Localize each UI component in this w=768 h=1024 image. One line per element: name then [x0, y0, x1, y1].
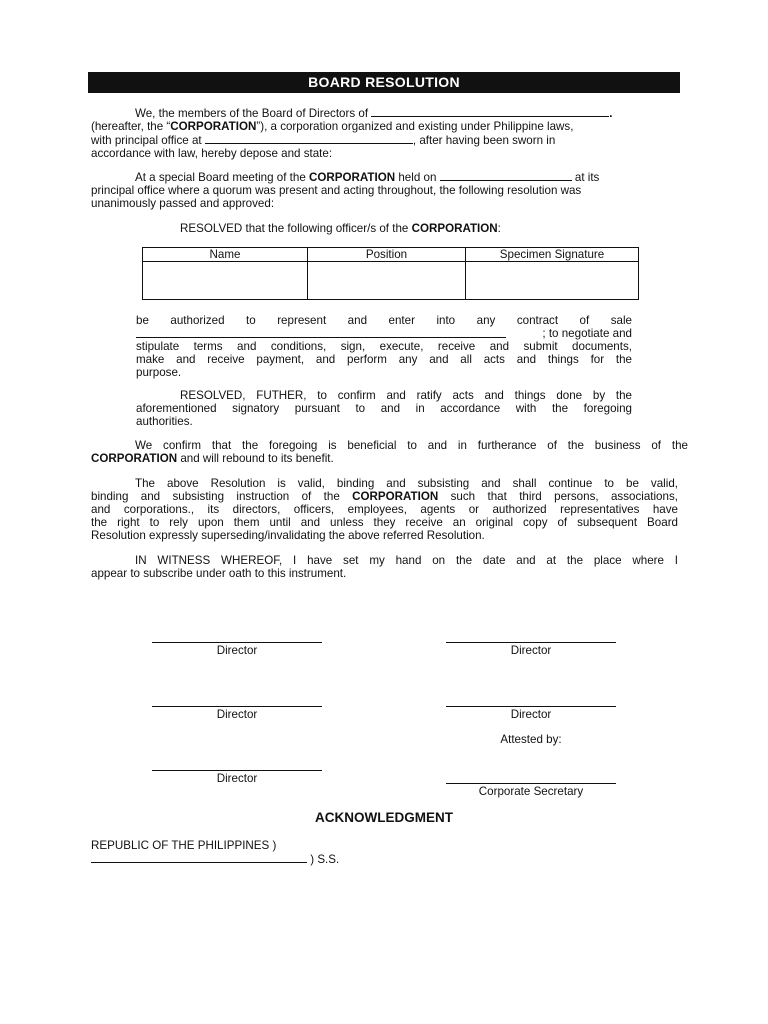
signature-line: [446, 706, 616, 707]
paragraph-ratify: [136, 389, 632, 428]
corporation-label: CORPORATION: [170, 120, 257, 133]
resolved-text-2: :: [497, 222, 501, 235]
authorization-text-3: stipulate terms and conditions, sign, execute, receive and submit documents,: [136, 340, 632, 353]
paragraph-confirm: [91, 439, 688, 465]
director-label: Director: [216, 772, 258, 785]
attested-by-label: Attested by:: [500, 733, 562, 746]
director-signature-1[interactable]: [152, 642, 322, 657]
director-signature-2[interactable]: [446, 642, 616, 657]
paragraph-authorization: [136, 314, 632, 379]
signature-line: [446, 642, 616, 643]
validity-text-5: the right to rely upon them until and unless they receive an original copy of subsequent Board: [91, 516, 678, 529]
intro-text-4: with principal office at: [91, 134, 202, 147]
director-label: Director: [510, 644, 552, 657]
intro-text-1: We, the members of the Board of Directors of: [135, 107, 369, 120]
acknowledgment-ss: ) S.S.: [310, 853, 340, 866]
venue-blank[interactable]: [91, 852, 307, 863]
ratify-text-3: authorities.: [136, 415, 193, 428]
table-header-row: [143, 248, 639, 262]
signature-line: [152, 642, 322, 643]
director-label: Director: [216, 644, 258, 657]
position-cell[interactable]: [308, 262, 466, 300]
principal-office-blank[interactable]: [205, 133, 413, 144]
officers-table: [142, 247, 639, 300]
intro-text-6: accordance with law, hereby depose and state:: [91, 147, 333, 160]
paragraph-witness: [91, 554, 678, 580]
meeting-text-3: at its: [574, 171, 600, 184]
paragraph-validity: [91, 477, 678, 542]
corporate-secretary-signature[interactable]: [446, 783, 616, 798]
corporation-label: CORPORATION: [352, 490, 439, 503]
confirm-text-1: We confirm that the foregoing is beneficial to and in furtherance of the business of the: [135, 439, 688, 452]
intro-text-2: (hereafter, the “: [91, 120, 171, 133]
acknowledgment-title: ACKNOWLEDGMENT: [315, 810, 453, 825]
table-row: [143, 262, 639, 300]
meeting-text-1: At a special Board meeting of the: [135, 171, 306, 184]
meeting-text-5: unanimously passed and approved:: [91, 197, 275, 210]
authorization-text-1: be authorized to represent and enter into any contract of sale: [136, 314, 632, 327]
intro-text-3: ”), a corporation organized and existing under Philippine laws,: [256, 120, 574, 133]
validity-text-6: Resolution expressly superseding/invalidating the above referred Resolution.: [91, 529, 485, 542]
intro-text-5: , after having been sworn in: [412, 134, 556, 147]
ratify-text-1: RESOLVED, FUTHER, to confirm and ratify acts and things done by the: [180, 389, 632, 402]
column-header-name: Name: [143, 248, 308, 262]
witness-text-2: appear to subscribe under oath to this instrument.: [91, 567, 347, 580]
signature-cell[interactable]: [466, 262, 639, 300]
contract-description-blank[interactable]: [136, 327, 506, 338]
director-signature-3[interactable]: [152, 706, 322, 721]
acknowledgment-ss-line: [91, 852, 339, 866]
document-title: BOARD RESOLUTION: [88, 72, 680, 93]
corporation-label: CORPORATION: [91, 452, 178, 465]
corporate-secretary-label: Corporate Secretary: [478, 785, 584, 798]
director-label: Director: [216, 708, 258, 721]
authorization-text-5: purpose.: [136, 366, 182, 379]
column-header-signature: Specimen Signature: [466, 248, 639, 262]
validity-text-4: and corporations., its directors, officers, employees, agents or authorized representatives have: [91, 503, 678, 516]
director-signature-4[interactable]: [446, 706, 616, 721]
witness-text-1: IN WITNESS WHEREOF, I have set my hand on the date and at the place where I: [135, 554, 678, 567]
paragraph-meeting: [91, 170, 678, 210]
meeting-text-2: held on: [398, 171, 437, 184]
validity-text-1: The above Resolution is valid, binding and subsisting and shall continue to be valid,: [135, 477, 678, 490]
corporation-label: CORPORATION: [411, 222, 498, 235]
director-label: Director: [510, 708, 552, 721]
confirm-text-2: and will rebound to its benefit.: [180, 452, 334, 465]
resolved-text-1: RESOLVED that the following officer/s of the: [180, 222, 409, 235]
validity-text-2: binding and subsisting instruction of the: [91, 490, 340, 503]
paragraph-resolved: [180, 222, 630, 235]
paragraph-intro: We, the members of the Board of Directors of . (hereafter, the “CORPORATION”), a corporation organized and existing under Philippine laws, with principal office at , after having been sworn in accordance with law, hereby depose and state:: [91, 106, 678, 160]
signature-line: [152, 706, 322, 707]
authorization-text-2: ; to negotiate and: [542, 327, 632, 340]
ratify-text-2: aforementioned signatory pursuant to and in accordance with the foregoing: [136, 402, 632, 415]
signature-line: [152, 770, 322, 771]
authorization-text-4: make and receive payment, and perform any and all acts and things for the: [136, 353, 632, 366]
signature-line: [446, 783, 616, 784]
name-cell[interactable]: [143, 262, 308, 300]
director-signature-5[interactable]: [152, 770, 322, 785]
meeting-text-4: principal office where a quorum was present and acting throughout, the following resolution was: [91, 184, 582, 197]
corporation-label: CORPORATION: [309, 171, 396, 184]
validity-text-3: such that third persons, associations,: [450, 490, 678, 503]
column-header-position: Position: [308, 248, 466, 262]
meeting-date-blank[interactable]: [440, 170, 572, 181]
acknowledgment-republic: REPUBLIC OF THE PHILIPPINES ): [91, 839, 277, 852]
corporation-name-blank[interactable]: [371, 106, 609, 117]
